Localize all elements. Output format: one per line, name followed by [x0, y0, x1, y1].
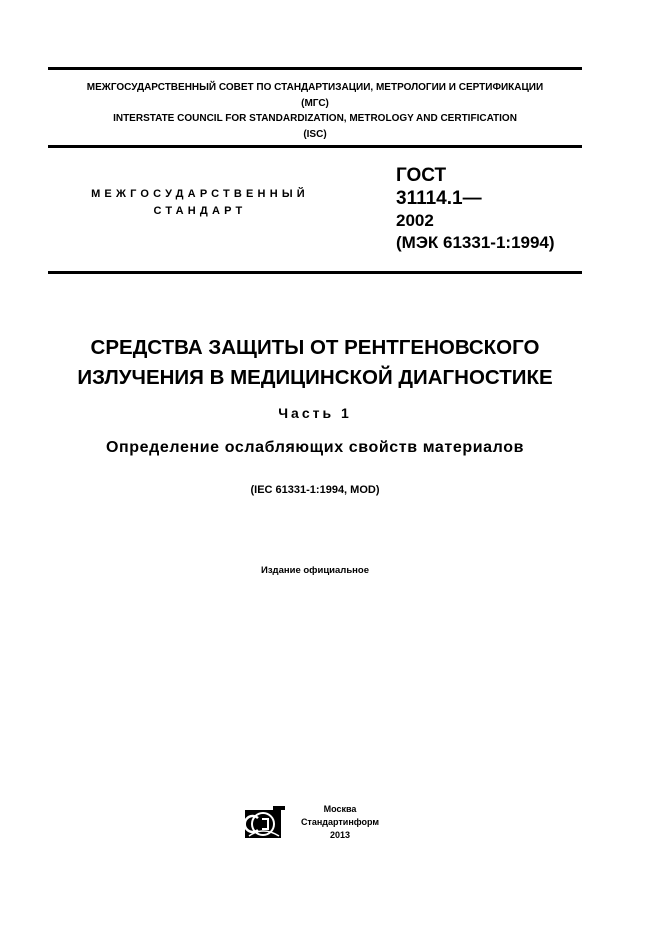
- publisher-city: Москва: [323, 804, 357, 814]
- gost-iec-ref: (МЭК 61331-1:1994): [396, 233, 555, 252]
- publisher-year: 2013: [329, 830, 351, 840]
- publisher-name: Стандартинформ: [300, 817, 380, 827]
- designation-bottom-rule: [48, 271, 582, 274]
- gost-year: 2002: [396, 211, 434, 230]
- council-en-name: INTERSTATE COUNCIL FOR STANDARDIZATION, METROLOGY AND CERTIFICATION: [113, 113, 517, 124]
- standard-kind-line2: СТАНДАРТ: [153, 205, 247, 217]
- gost-designation: [396, 164, 555, 254]
- iec-equivalence: (IEC 61331-1:1994, MOD): [250, 484, 380, 496]
- publisher-imprint: [292, 803, 388, 842]
- council-ru-abbr: (МГС): [301, 97, 329, 109]
- title-line1: СРЕДСТВА ЗАЩИТЫ ОТ РЕНТГЕНОВСКОГО: [90, 336, 540, 359]
- standard-kind: [60, 186, 340, 220]
- edition-note: Издание официальное: [261, 565, 369, 576]
- gost-number: 31114.1—: [396, 188, 482, 209]
- document-title: [30, 333, 600, 393]
- part-label: Часть 1: [278, 405, 352, 421]
- council-ru-name: МЕЖГОСУДАРСТВЕННЫЙ СОВЕТ ПО СТАНДАРТИЗАЦИИ, МЕТРОЛОГИИ И СЕРТИФИКАЦИИ: [86, 82, 544, 93]
- standard-kind-line1: МЕЖГОСУДАРСТВЕННЫЙ: [91, 188, 309, 200]
- title-line2: ИЗЛУЧЕНИЯ В МЕДИЦИНСКОЙ ДИАГНОСТИКЕ: [77, 366, 553, 389]
- council-bottom-rule: [48, 145, 582, 148]
- publisher-logo-icon: [245, 806, 285, 840]
- gost-prefix: ГОСТ: [396, 165, 447, 186]
- top-rule: [48, 67, 582, 70]
- document-subtitle: Определение ослабляющих свойств материалов: [105, 439, 525, 456]
- council-header: [48, 80, 582, 142]
- council-en-abbr: (ISC): [303, 128, 327, 140]
